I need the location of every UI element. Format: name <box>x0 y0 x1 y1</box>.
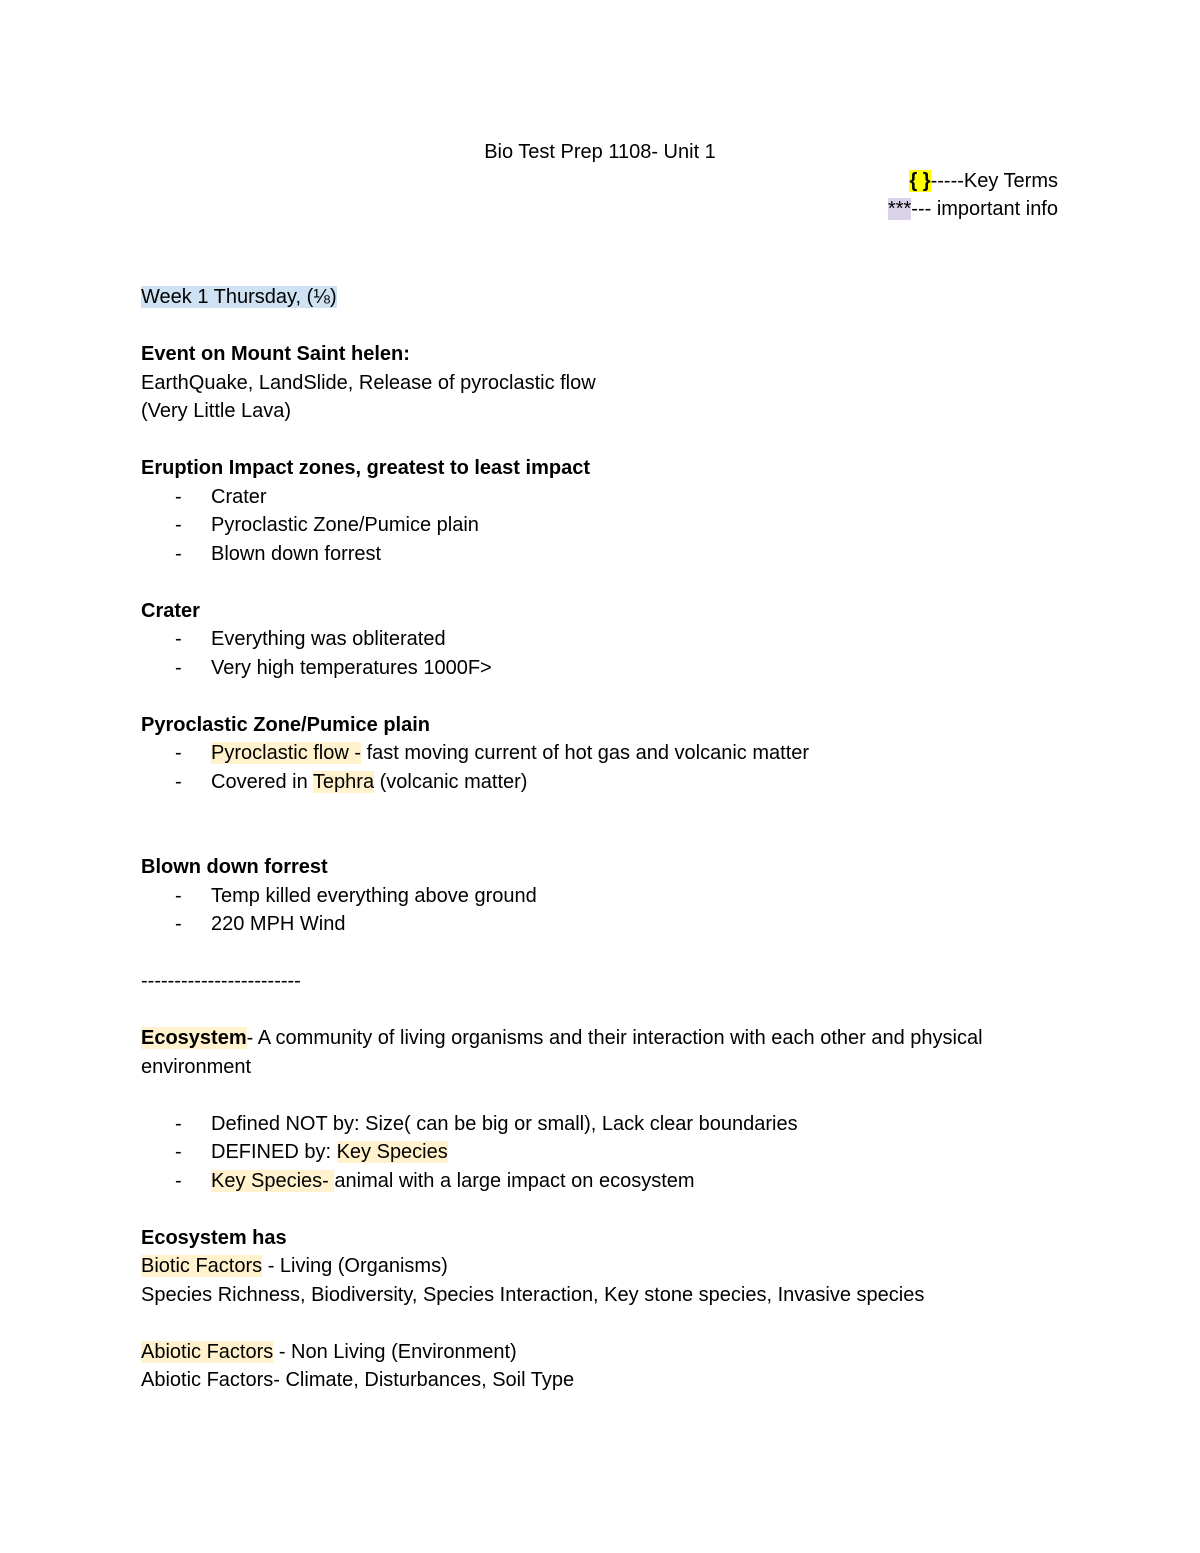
list-item: - DEFINED by: Key Species <box>175 1141 448 1163</box>
key-term: Pyroclastic flow - <box>211 742 362 764</box>
zones-heading: Eruption Impact zones, greatest to least impact <box>141 457 590 479</box>
list-item: - 220 MPH Wind <box>175 913 346 935</box>
key-term: Abiotic Factors <box>141 1340 274 1363</box>
ecosystem-list <box>141 1110 1061 1196</box>
biotic-list: Species Richness, Biodiversity, Species Interaction, Key stone species, Invasive species <box>141 1283 925 1306</box>
zones-list <box>141 483 1061 569</box>
list-item: - Everything was obliterated <box>175 628 446 650</box>
event-line-1: EarthQuake, LandSlide, Release of pyroclastic flow <box>141 371 596 394</box>
list-item: - Key Species- animal with a large impact on ecosystem <box>175 1169 695 1192</box>
list-item: - Temp killed everything above ground <box>175 884 537 907</box>
ecosystem-definition: Ecosystem- A community of living organisms and their interaction with each other and physical environment <box>141 1027 989 1078</box>
important-label: --- important info <box>911 198 1058 220</box>
abiotic-list: Abiotic Factors- Climate, Disturbances, Soil Type <box>141 1369 575 1391</box>
event-line-2: (Very Little Lava) <box>141 400 292 422</box>
notes-body <box>141 283 1061 1395</box>
key-terms-label: -----Key Terms <box>930 170 1058 192</box>
ecosystem-has-heading: Ecosystem has <box>141 1226 287 1249</box>
document-title: Bio Test Prep 1108- Unit 1 <box>484 141 716 163</box>
list-item: - Covered in Tephra (volcanic matter) <box>175 770 528 793</box>
key-term: Key Species <box>336 1141 448 1163</box>
crater-heading: Crater <box>141 599 200 622</box>
pyroclastic-heading: Pyroclastic Zone/Pumice plain <box>141 713 430 736</box>
list-item: - Crater <box>175 485 267 508</box>
key-term: Key Species- <box>211 1169 335 1192</box>
list-item: - Pyroclastic Zone/Pumice plain <box>175 514 479 536</box>
key-term: Ecosystem <box>141 1027 247 1049</box>
key-term: Biotic Factors <box>141 1255 263 1277</box>
key-term: Tephra <box>312 770 375 793</box>
blown-heading: Blown down forrest <box>141 856 328 878</box>
list-item: - Pyroclastic flow - fast moving current of hot gas and volcanic matter <box>175 742 810 764</box>
event-heading: Event on Mount Saint helen: <box>141 343 410 365</box>
list-item: - Very high temperatures 1000F> <box>175 656 492 679</box>
list-item: - Defined NOT by: Size( can be big or small), Lack clear boundaries <box>175 1112 798 1135</box>
legend-important-info <box>888 198 1058 221</box>
biotic-line: Biotic Factors - Living (Organisms) <box>141 1255 448 1277</box>
list-item: - Blown down forrest <box>175 542 382 565</box>
pyroclastic-list <box>141 739 1061 796</box>
key-terms-marker: { } <box>909 170 931 192</box>
week-heading: Week 1 Thursday, (⅛) <box>141 286 337 308</box>
legend-key-terms <box>909 170 1058 193</box>
abiotic-line: Abiotic Factors - Non Living (Environment) <box>141 1340 517 1363</box>
crater-list <box>141 625 1061 682</box>
divider-line: ------------------------ <box>141 970 301 992</box>
blown-list <box>141 882 1061 939</box>
week-heading-line <box>141 283 1061 312</box>
important-marker: *** <box>887 198 912 220</box>
